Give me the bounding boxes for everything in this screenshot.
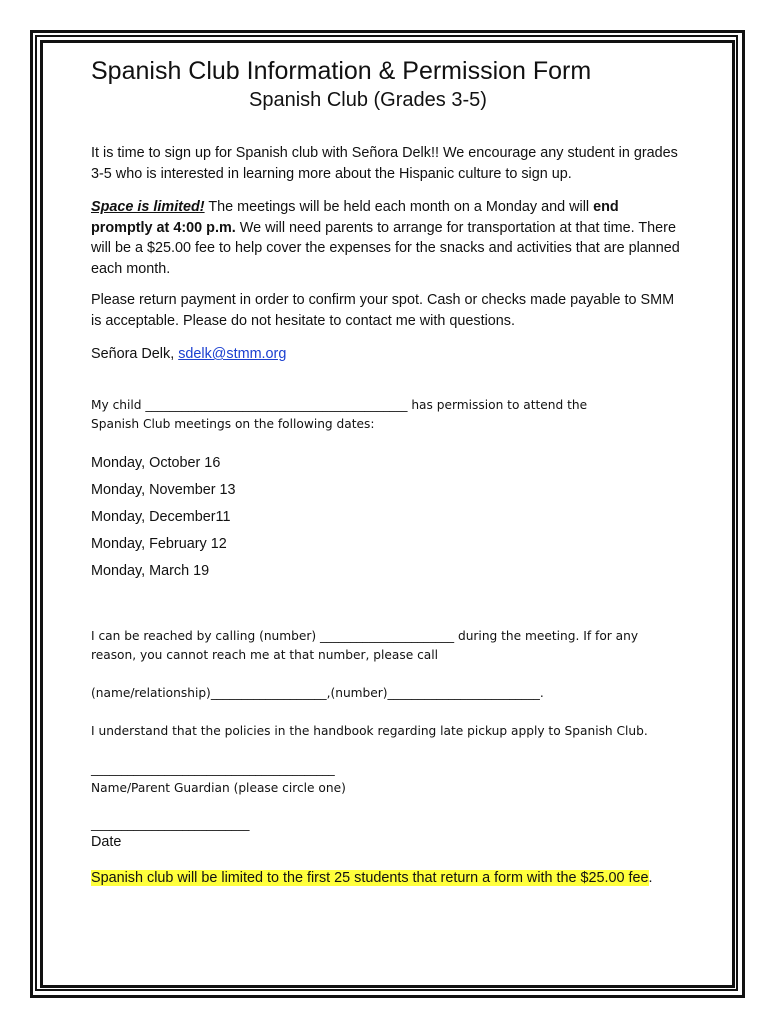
limit-notice-highlight: Spanish club will be limited to the first 25 students that return a form with the $25.00 fee xyxy=(91,870,649,886)
limit-notice: Spanish club will be limited to the first 25 students that return a form with the $25.00 fee. xyxy=(91,870,653,886)
reach-line-2: reason, you cannot reach me at that number, please call xyxy=(91,647,439,662)
signature-line[interactable]: ________________________________________ xyxy=(91,761,335,776)
payment-paragraph: Please return payment in order to confirm your spot. Cash or checks made payable to SMM is acceptable. Please do not hesitate to contact me with questions. xyxy=(91,292,675,329)
permission-paragraph xyxy=(91,396,681,434)
reach-line-1: I can be reached by calling (number) ______________________ during the meeting. If for any xyxy=(91,628,639,643)
meetings-text-2: We will need parents to arrange for transportation at that time. There will be a $25.00 fee to help cover the expenses for the snacks and activities that are planned each month. xyxy=(91,219,680,277)
signature-label: Name/Parent Guardian (please circle one) xyxy=(91,780,346,795)
intro-paragraph: It is time to sign up for Spanish club with Señora Delk!! We encourage any student in grades 3-5 who is interested in learning more about the Hispanic culture to sign up. xyxy=(91,145,678,182)
date-label: Date xyxy=(91,833,122,850)
date-item: Monday, February 12 xyxy=(91,535,227,552)
contact-name: Señora Delk, xyxy=(91,346,179,362)
email-link[interactable]: sdelk@stmm.org xyxy=(178,346,287,362)
permission-prefix: My child xyxy=(91,397,146,412)
date-signature-line[interactable]: __________________________ xyxy=(91,816,250,831)
date-item: Monday, December11 xyxy=(91,508,231,525)
policy-statement: I understand that the policies in the handbook regarding late pickup apply to Spanish Club. xyxy=(91,723,648,738)
reach-line-3[interactable]: (name/relationship)___________________,(number)_________________________. xyxy=(91,685,544,700)
meetings-paragraph xyxy=(91,197,681,279)
space-limited-text: Space is limited! xyxy=(91,199,205,215)
permission-line-2: Spanish Club meetings on the following dates: xyxy=(91,416,375,431)
page-title: Spanish Club Information & Permission Form xyxy=(91,57,592,85)
contact-line xyxy=(91,344,681,365)
meetings-text-1: The meetings will be held each month on a Monday and will xyxy=(204,199,594,215)
permission-suffix: has permission to attend the xyxy=(407,397,588,412)
end-time-text: end promptly at 4:00 p.m. xyxy=(91,199,619,236)
child-name-blank[interactable]: ___________________________________________ xyxy=(145,397,408,412)
date-item: Monday, March 19 xyxy=(91,562,210,579)
dates-list xyxy=(91,450,681,585)
date-item: Monday, November 13 xyxy=(91,481,236,498)
date-item: Monday, October 16 xyxy=(91,454,221,471)
page-subtitle: Spanish Club (Grades 3-5) xyxy=(249,89,487,111)
document-page xyxy=(91,56,681,889)
